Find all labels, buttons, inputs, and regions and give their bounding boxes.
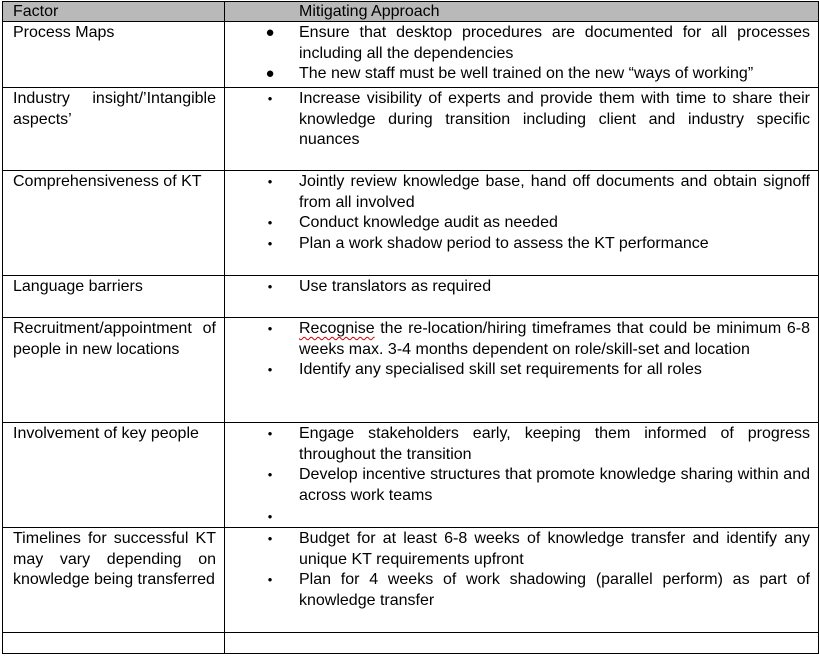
factor-cell: Involvement of key people (3, 423, 225, 528)
table-row (3, 22, 819, 88)
list-item-text: Ensure that desktop procedures are documented for all processes including all the dependencies (299, 24, 810, 62)
list-item (267, 529, 810, 570)
bullet-list (225, 276, 818, 298)
spellcheck-word: Recognise (299, 320, 375, 337)
approach-cell (225, 528, 819, 633)
bullet-icon: • (267, 572, 273, 588)
bullet-list (225, 318, 818, 381)
bullet-icon: • (267, 531, 273, 546)
list-item (267, 319, 810, 360)
list-item (267, 89, 810, 151)
table-header-row (3, 2, 819, 22)
list-item (267, 465, 810, 506)
list-item-text: Budget for at least 6-8 weeks of knowledge transfer and identify any unique KT requirements upfront (299, 530, 810, 568)
list-item (267, 424, 810, 465)
bullet-icon: ● (265, 24, 275, 41)
factor-text: Industry insight/’Intangible aspects’ (13, 90, 216, 128)
bullet-icon: • (267, 279, 273, 294)
list-item-text: Identify any specialised skill set requirements for all roles (299, 361, 702, 379)
table-row (3, 171, 819, 276)
bullet-icon: • (267, 362, 273, 378)
bullet-list (225, 528, 818, 612)
list-item (267, 277, 810, 298)
factor-cell: Language barriers (3, 276, 225, 318)
approach-cell (225, 423, 819, 528)
list-item (267, 570, 810, 611)
list-item-text: Engage stakeholders early, keeping them informed of progress throughout the transition (299, 425, 810, 463)
table-row (3, 528, 819, 633)
empty-cell (225, 633, 819, 654)
bullet-list (225, 423, 818, 524)
empty-cell (3, 633, 225, 654)
list-item-text: Develop incentive structures that promote knowledge sharing within and across work teams (299, 466, 810, 505)
approach-cell (225, 22, 819, 88)
list-item-text: Plan for 4 weeks of work shadowing (parallel perform) as part of knowledge transfer (299, 571, 810, 610)
list-item-text: Increase visibility of experts and provide them with time to share their knowledge during transition including client and industry specific nuances (299, 90, 810, 149)
bullet-icon: • (267, 426, 273, 441)
list-item-text: Conduct knowledge audit as needed (299, 214, 558, 232)
factor-cell: Timelines for successful KT may vary depending on knowledge being transferred (3, 528, 225, 633)
bullet-list (225, 22, 818, 85)
bullet-icon: • (267, 91, 273, 106)
bullet-icon: • (267, 174, 273, 189)
header-approach: Mitigating Approach (225, 2, 819, 22)
list-item (267, 213, 810, 234)
table-row-empty (3, 633, 819, 654)
list-item-text: the re-location/hiring timeframes that could be minimum 6-8 weeks max. 3-4 months dependent on role/skill-set and location (299, 320, 810, 358)
bullet-list (225, 171, 818, 255)
factor-cell: Process Maps (3, 22, 225, 88)
bullet-icon: • (267, 467, 273, 483)
list-item-text: The new staff must be well trained on the new “ways of working” (299, 65, 754, 83)
bullet-icon: • (267, 215, 273, 231)
list-item (267, 360, 810, 381)
list-item-text: Jointly review knowledge base, hand off documents and obtain signoff from all involved (299, 173, 810, 211)
table-row (3, 423, 819, 528)
factor-cell: Comprehensiveness of KT (3, 171, 225, 276)
bullet-icon: ● (265, 65, 275, 83)
factor-cell (3, 88, 225, 171)
factor-cell: Recruitment/appointment of people in new locations (3, 318, 225, 423)
approach-cell (225, 318, 819, 423)
list-item (265, 64, 810, 85)
list-item-text: Plan a work shadow period to assess the KT performance (299, 235, 709, 253)
table-row (3, 276, 819, 318)
table-row (3, 318, 819, 423)
bullet-icon: • (267, 508, 273, 524)
bullet-icon: • (267, 236, 273, 252)
approach-cell (225, 88, 819, 171)
table-row (3, 88, 819, 171)
approach-cell (225, 171, 819, 276)
header-factor: Factor (3, 2, 225, 22)
bullet-list (225, 88, 818, 151)
list-item (267, 234, 810, 255)
list-item-text: Use translators as required (299, 278, 492, 295)
approach-cell (225, 276, 819, 318)
list-item (265, 23, 810, 64)
mitigation-table (2, 1, 819, 654)
bullet-icon: • (267, 321, 273, 336)
list-item (267, 172, 810, 213)
